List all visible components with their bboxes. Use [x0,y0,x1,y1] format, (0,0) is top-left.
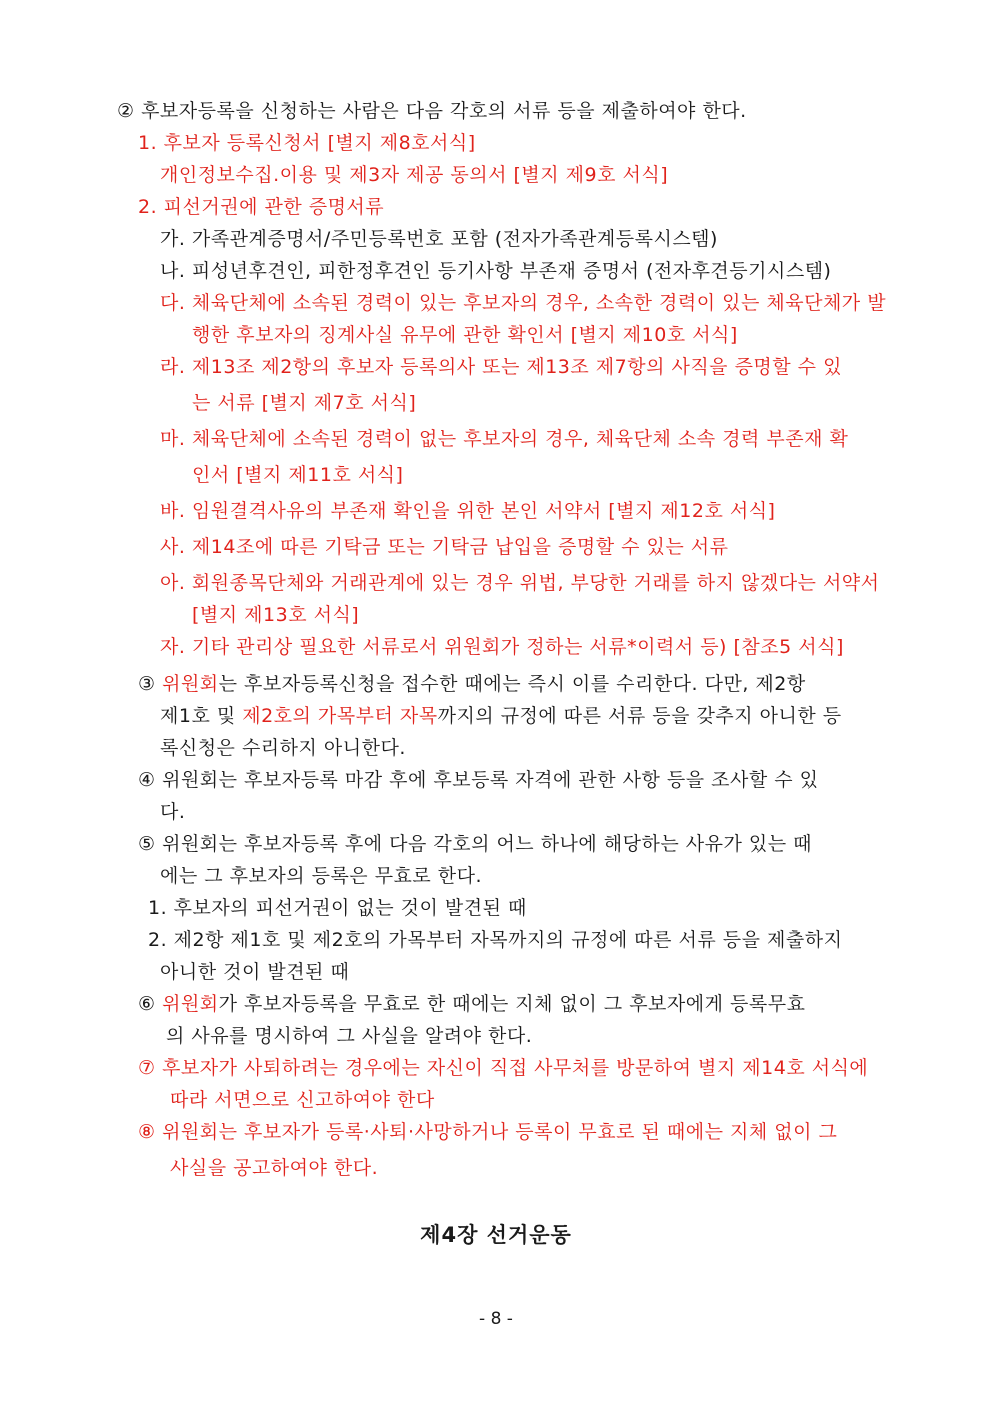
item-1: 1. 후보자 등록신청서 [별지 제8호서식] [138,132,476,154]
paragraph-5-item-2-cont: 아니한 것이 발견된 때 [160,961,350,983]
paragraph-5-marker: ⑤ [138,833,156,855]
item-2-ma-cont: 인서 [별지 제11호 서식] [192,464,404,486]
paragraph-6 [138,991,805,1017]
paragraph-5 [138,831,812,857]
paragraph-3-cont-b: 제2호의 가목부터 자목 [242,705,438,727]
paragraph-6-text: 가 후보자등록을 무효로 한 때에는 지체 없이 그 후보자에게 등록무효 [218,993,806,1015]
item-2-ba: 바. 임원결격사유의 부존재 확인을 위한 본인 서약서 [별지 제12호 서식] [160,500,776,522]
paragraph-2-intro: ② 후보자등록을 신청하는 사람은 다음 각호의 서류 등을 제출하여야 한다. [117,100,747,122]
paragraph-3 [138,671,806,697]
item-2-ra: 라. 제13조 제2항의 후보자 등록의사 또는 제13조 제7항의 사직을 증명할 수 있 [160,356,842,378]
item-2-da: 다. 체육단체에 소속된 경력이 있는 후보자의 경우, 소속한 경력이 있는 체육단체가 발 [160,292,887,314]
paragraph-3-cont-a: 제1호 및 [160,705,243,727]
paragraph-7: ⑦ 후보자가 사퇴하려는 경우에는 자신이 직접 사무처를 방문하여 별지 제14호 서식에 [138,1057,869,1079]
paragraph-3-cont [160,703,842,729]
item-2-ma: 마. 체육단체에 소속된 경력이 없는 후보자의 경우, 체육단체 소속 경력 부존재 확 [160,428,849,450]
paragraph-8: ⑧ 위원회는 후보자가 등록·사퇴·사망하거나 등록이 무효로 된 때에는 지체 없이 그 [138,1121,838,1143]
item-2-a: 아. 회원종목단체와 거래관계에 있는 경우 위법, 부당한 거래를 하지 않겠다는 서약서 [160,572,880,594]
item-2-ga: 가. 가족관계증명서/주민등록번호 포함 (전자가족관계등록시스템) [160,228,718,250]
paragraph-3-marker: ③ [138,673,156,695]
paragraph-5-item-1: 1. 후보자의 피선거권이 없는 것이 발견된 때 [148,897,527,919]
item-2-da-cont: 행한 후보자의 징계사실 유무에 관한 확인서 [별지 제10호 서식] [192,324,738,346]
paragraph-5-text: 위원회는 후보자등록 후에 다음 각호의 어느 하나에 해당하는 사유가 있는 때 [162,833,812,855]
item-2-ja: 자. 기타 관리상 필요한 서류로서 위원회가 정하는 서류*이력서 등) [참조5 서식] [160,636,844,658]
paragraph-3-end: 록신청은 수리하지 아니한다. [160,737,406,759]
paragraph-8-cont: 사실을 공고하여야 한다. [170,1157,379,1179]
paragraph-6-committee: 위원회 [162,993,219,1015]
item-2: 2. 피선거권에 관한 증명서류 [138,196,385,218]
item-2-ra-cont: 는 서류 [별지 제7호 서식] [192,392,417,414]
paragraph-4-end: 다. [160,801,186,823]
item-2-na: 나. 피성년후견인, 피한정후견인 등기사항 부존재 증명서 (전자후견등기시스템) [160,260,832,282]
paragraph-5-cont: 에는 그 후보자의 등록은 무효로 한다. [160,865,483,887]
page-number: - 8 - [479,1309,513,1329]
paragraph-5-item-2: 2. 제2항 제1호 및 제2호의 가목부터 자목까지의 규정에 따른 서류 등을 제출하지 [148,929,843,951]
paragraph-4-text: 위원회는 후보자등록 마감 후에 후보등록 자격에 관한 사항 등을 조사할 수 있 [162,769,819,791]
committee-text: 위원회 [162,673,219,695]
item-1-consent: 개인정보수집.이용 및 제3자 제공 동의서 [별지 제9호 서식] [160,164,669,186]
paragraph-4 [138,767,819,793]
paragraph-7-cont: 따라 서면으로 신고하여야 한다 [170,1089,435,1111]
item-2-a-cont: [별지 제13호 서식] [192,604,360,626]
paragraph-3-rest: 는 후보자등록신청을 접수한 때에는 즉시 이를 수리한다. 다만, 제2항 [218,673,806,695]
item-2-sa: 사. 제14조에 따른 기탁금 또는 기탁금 납입을 증명할 수 있는 서류 [160,536,729,558]
paragraph-6-marker: ⑥ [138,993,156,1015]
paragraph-6-cont: 의 사유를 명시하여 그 사실을 알려야 한다. [166,1025,533,1047]
chapter-title: 제4장 선거운동 [420,1223,572,1247]
paragraph-3-cont-c: 까지의 규정에 따른 서류 등을 갖추지 아니한 등 [437,705,842,727]
paragraph-4-marker: ④ [138,769,156,791]
